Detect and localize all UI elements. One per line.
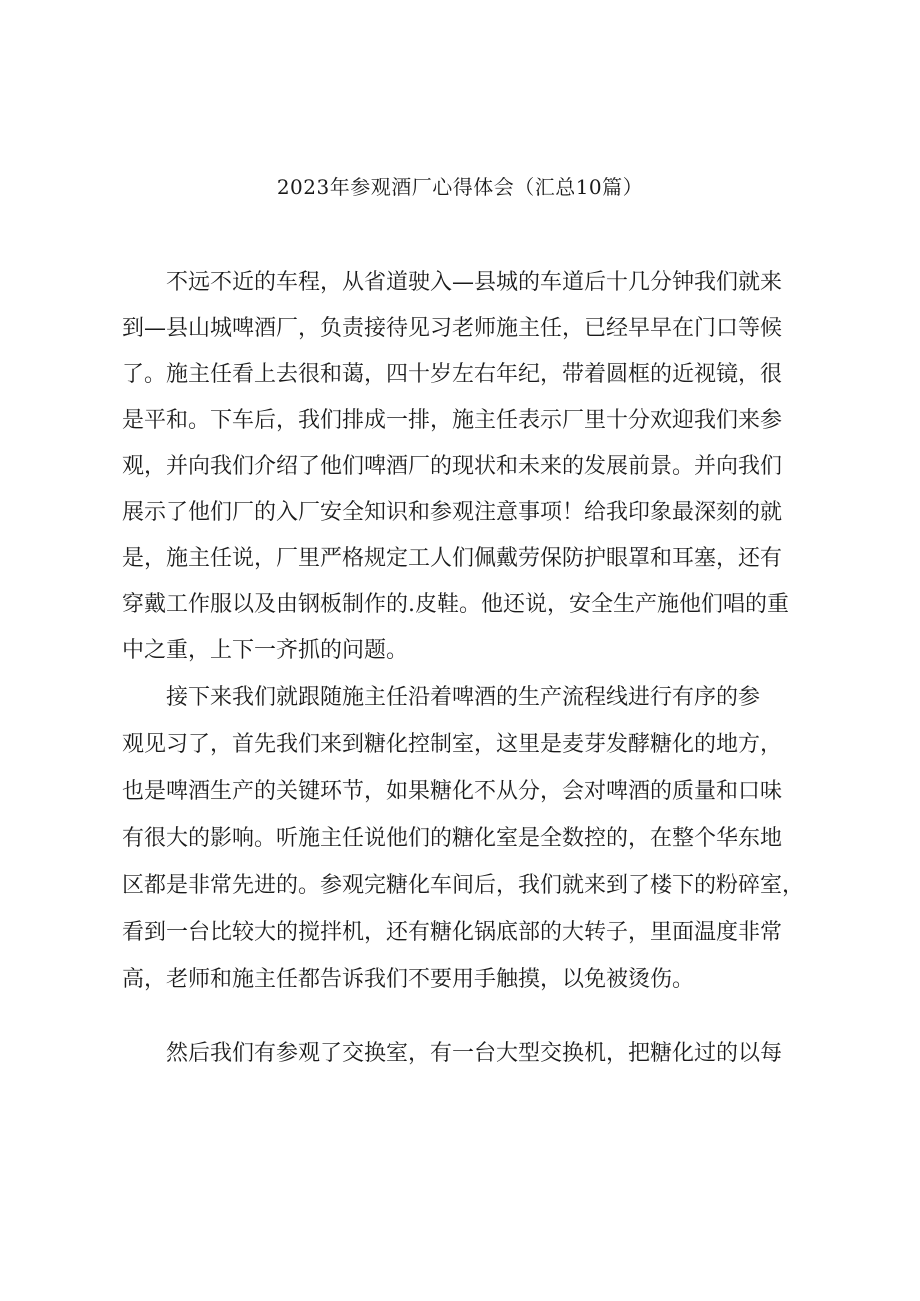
text-line: 高，老师和施主任都告诉我们不要用手触摸，以免被烫伤。 — [122, 967, 695, 992]
text-line: 也是啤酒生产的关键环节，如果糖化不从分，会对啤酒的质量和口味 — [122, 779, 783, 804]
text-line: 展示了他们厂的入厂安全知识和参观注意事项！给我印象最深刻的就 — [122, 500, 783, 525]
document-title: 2023年参观酒厂心得体会（汇总10篇） — [276, 175, 644, 199]
text-line: 不远不近的车程，从省道驶入—县城的车道后十几分钟我们就来 — [166, 270, 783, 295]
text-line: 是平和。下车后，我们排成一排，施主任表示厂里十分欢迎我们来参 — [122, 408, 783, 433]
text-line: 到—县山城啤酒厂，负责接待见习老师施主任，已经早早在门口等候 — [122, 316, 783, 341]
text-line: 观，并向我们介绍了他们啤酒厂的现状和未来的发展前景。并向我们 — [122, 454, 783, 479]
text-line: 然后我们有参观了交换室，有一台大型交换机，把糖化过的以每 — [166, 1041, 783, 1066]
text-line: 看到一台比较大的搅拌机，还有糖化锅底部的大转子，里面温度非常 — [122, 920, 783, 945]
text-line: 区都是非常先进的。参观完糖化车间后，我们就来到了楼下的粉碎室， — [122, 873, 805, 898]
text-line: 有很大的影响。听施主任说他们的糖化室是全数控的，在整个华东地 — [122, 826, 783, 851]
text-line: 观见习了，首先我们来到糖化控制室，这里是麦芽发酵糖化的地方， — [122, 732, 783, 757]
text-line: 穿戴工作服以及由钢板制作的.皮鞋。他还说，安全生产施他们唱的重 — [122, 592, 789, 617]
text-line: 是，施主任说，厂里严格规定工人们佩戴劳保防护眼罩和耳塞，还有 — [122, 546, 783, 571]
text-line: 中之重，上下一齐抓的问题。 — [122, 638, 409, 663]
text-line: 了。施主任看上去很和蔼，四十岁左右年纪，带着圆框的近视镜，很 — [122, 362, 783, 387]
text-line: 接下来我们就跟随施主任沿着啤酒的生产流程线进行有序的参 — [166, 685, 761, 710]
